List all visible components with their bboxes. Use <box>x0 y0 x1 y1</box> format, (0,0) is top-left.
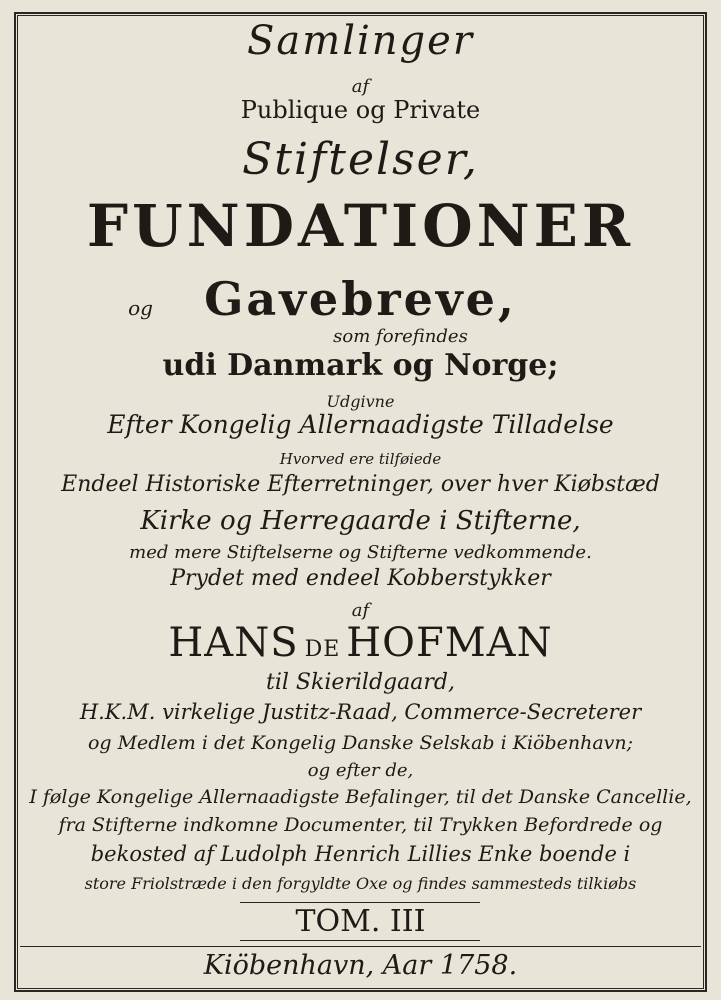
word-af-2: af <box>351 600 370 621</box>
line-ifolge: I følge Kongelige Allernaadigste Befalinger, til det Danske Cancellie, <box>29 786 692 808</box>
rule-imprint <box>20 946 701 947</box>
author-first: HANS <box>168 620 299 666</box>
line-hvorved: Hvorved ere tilføiede <box>279 450 442 468</box>
title-samlinger: Samlinger <box>247 18 474 64</box>
author-last: HOFMAN <box>346 620 553 666</box>
line-som-forefindes: som forefindes <box>333 326 468 347</box>
author-particle: DE <box>304 637 341 662</box>
word-og: og <box>128 296 153 320</box>
line-hkm: H.K.M. virkelige Justitz-Raad, Commerce-Secreterer <box>79 700 642 724</box>
line-udgivne: Udgivne <box>326 392 395 411</box>
line-medlem: og Medlem i det Kongelig Danske Selskab i Kiöbenhavn; <box>87 732 634 754</box>
line-udi-danmark: udi Danmark og Norge; <box>162 348 559 383</box>
line-prydet: Prydet med endeel Kobberstykker <box>170 566 551 591</box>
title-stiftelser: Stiftelser, <box>242 134 479 185</box>
line-til-skierildgaard: til Skierildgaard, <box>266 670 455 695</box>
line-fra-stifterne: fra Stifterne indkomne Documenter, til Trykken Befordrede og <box>58 814 663 836</box>
volume-number: TOM. III <box>295 904 426 939</box>
line-endeel: Endeel Historiske Efterretninger, over hver Kiøbstæd <box>61 472 660 497</box>
word-af-1: af <box>351 76 370 97</box>
title-fundationer: FUNDATIONER <box>86 192 635 260</box>
rule-below-tom <box>240 940 480 941</box>
line-med-mere: med mere Stiftelserne og Stifterne vedkommende. <box>129 542 592 563</box>
line-efter-kongelig: Efter Kongelig Allernaadigste Tilladelse <box>107 410 614 439</box>
imprint: Kiöbenhavn, Aar 1758. <box>203 950 518 981</box>
line-bekosted: bekosted af Ludolph Henrich Lillies Enke boende i <box>90 842 631 866</box>
line-store-friolstraede: store Friolstræde i den forgyldte Oxe og findes sammesteds tilkiøbs <box>84 874 637 893</box>
line-kirke: Kirke og Herregaarde i Stifterne, <box>140 506 581 536</box>
rule-above-tom <box>240 902 480 903</box>
title-gavebreve: Gavebreve, <box>204 272 517 326</box>
title-publique: Publique og Private <box>240 96 481 124</box>
line-og-efter: og efter de, <box>307 760 414 781</box>
author-name <box>0 620 721 666</box>
